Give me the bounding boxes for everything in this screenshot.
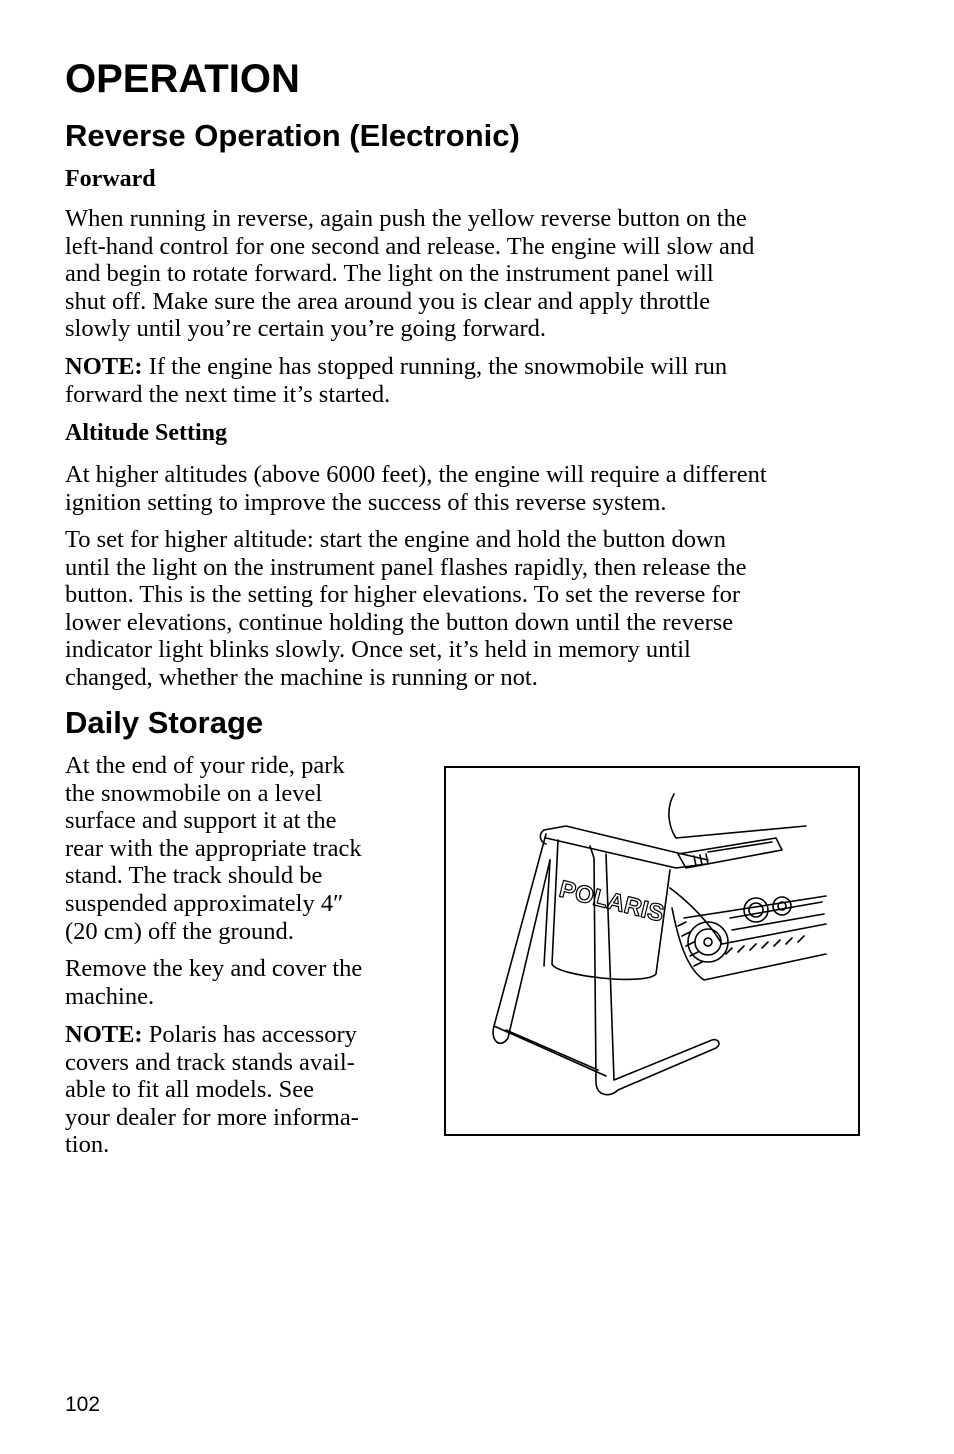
text-line: changed, whether the machine is running or not. xyxy=(65,663,538,691)
text-line: At the end of your ride, park xyxy=(65,752,345,779)
text-line: the snowmobile on a level xyxy=(65,779,323,807)
text-line: Remove the key and cover the xyxy=(65,955,363,982)
forward-subheading: Forward xyxy=(65,166,156,192)
daily-storage-heading: Daily Storage xyxy=(65,705,264,740)
reverse-operation-heading: Reverse Operation (Electronic) xyxy=(65,118,520,153)
page-title: OPERATION xyxy=(65,57,300,101)
forward-note xyxy=(65,353,865,408)
storage-key-paragraph xyxy=(65,955,410,1010)
storage-note xyxy=(65,1021,410,1159)
text-line: When running in reverse, again push the yellow reverse button on the xyxy=(65,205,747,232)
text-line: Polaris has accessory xyxy=(142,1021,357,1048)
text-line: left-hand control for one second and release. The engine will slow and xyxy=(65,232,755,260)
flap-brand-logo: POLARIS xyxy=(556,875,667,928)
text-line: ignition setting to improve the success of this reverse system. xyxy=(65,488,667,516)
text-line: To set for higher altitude: start the engine and hold the button down xyxy=(65,526,726,553)
text-line: machine. xyxy=(65,982,155,1010)
text-line: rear with the appropriate track xyxy=(65,834,362,862)
text-line: until the light on the instrument panel flashes rapidly, then release the xyxy=(65,553,747,581)
text-line: your dealer for more informa- xyxy=(65,1103,359,1131)
text-line: If the engine has stopped running, the snowmobile will run xyxy=(142,353,728,380)
text-line: stand. The track should be xyxy=(65,862,323,890)
note-label: NOTE: xyxy=(65,1021,143,1048)
text-line: covers and track stands avail- xyxy=(65,1048,355,1076)
text-line: forward the next time it’s started. xyxy=(65,380,391,408)
snowmobile-on-stand-drawing xyxy=(446,768,858,1134)
text-line: button. This is the setting for higher elevations. To set the reverse for xyxy=(65,581,741,609)
text-line: suspended approximately 4″ xyxy=(65,889,344,917)
text-line: shut off. Make sure the area around you is clear and apply throttle xyxy=(65,287,711,315)
note-label: NOTE: xyxy=(65,353,143,380)
text-line: slowly until you’re certain you’re going forward. xyxy=(65,315,547,343)
altitude-subheading: Altitude Setting xyxy=(65,420,227,446)
snowmobile-track-stand-illustration xyxy=(444,766,860,1136)
altitude-paragraph xyxy=(65,461,865,516)
text-line: indicator light blinks slowly. Once set, it’s held in memory until xyxy=(65,636,691,664)
storage-park-paragraph xyxy=(65,752,410,945)
altitude-setting-paragraph xyxy=(65,526,865,692)
text-line: surface and support it at the xyxy=(65,807,337,835)
text-line: (20 cm) off the ground. xyxy=(65,917,294,945)
text-line: and begin to rotate forward. The light on the instrument panel will xyxy=(65,260,714,288)
text-line: tion. xyxy=(65,1131,110,1159)
text-line: At higher altitudes (above 6000 feet), the engine will require a different xyxy=(65,461,767,488)
forward-paragraph xyxy=(65,205,865,343)
text-line: lower elevations, continue holding the button down until the reverse xyxy=(65,608,734,636)
page-number: 102 xyxy=(65,1393,101,1416)
text-line: able to fit all models. See xyxy=(65,1076,315,1104)
